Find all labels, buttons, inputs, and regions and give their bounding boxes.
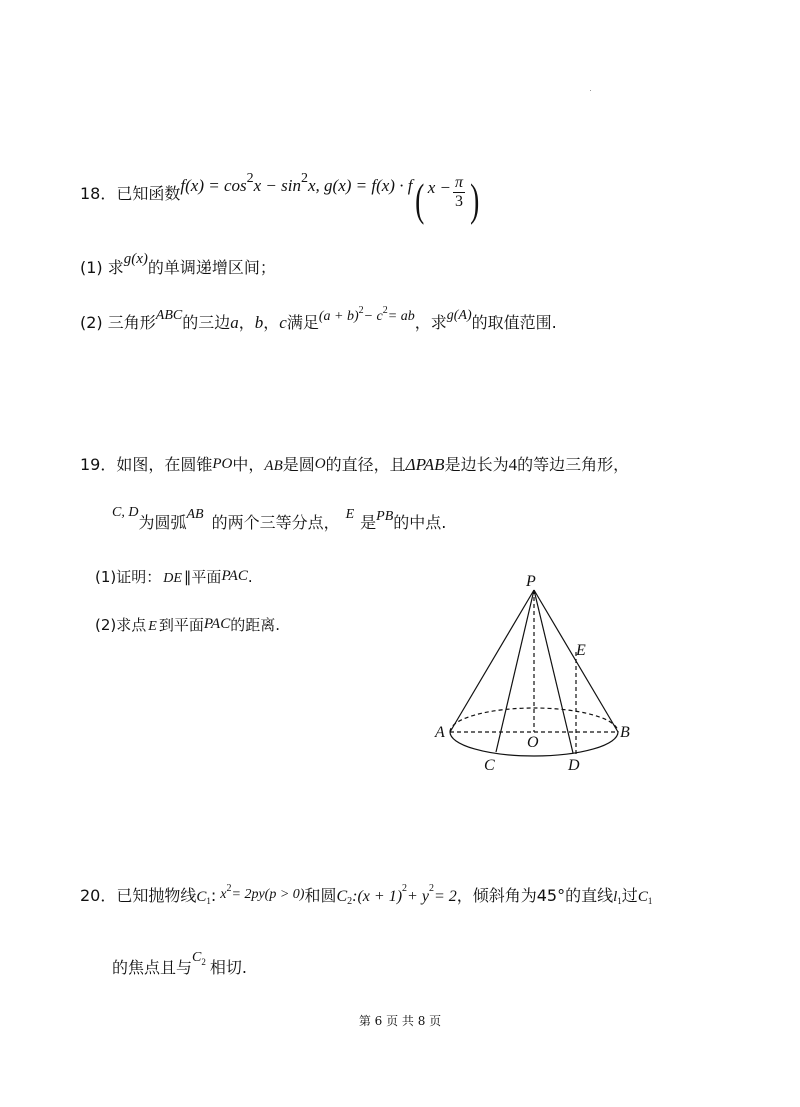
q19-p1-label: (1)证明： [95,568,162,586]
q18-p2-text2: 满足 [286,313,319,332]
q18-formula-a: f(x) = cos [180,176,247,195]
q20-eq1-rest: = 2py(p > 0) [231,887,305,902]
q18-p2-label: (2) 三角形 [80,313,156,332]
q18-formula-b: x − sin [253,176,301,195]
q19-t3: 是圆 [282,455,315,474]
q18-p2-eq3: = ab [387,309,415,324]
q19-four: 4 [508,455,518,474]
q19-line2 [112,505,447,533]
q18-formula-c: x, g(x) = f(x) · f [307,176,413,195]
q18-p2-comma2: ， [263,313,280,332]
q19-p2-end: 的距离. [230,616,281,634]
q18-p1-text: 的单调递增区间； [147,258,276,277]
q19-t5: 是边长为 [444,455,509,474]
q20-t4: 的直线 [565,886,614,905]
q18-p2-comma1: ， [238,313,255,332]
q19-p2-text: 到平面 [158,616,204,634]
q20-colon: : [210,886,217,905]
q19-t7: 为圆弧 [138,513,187,532]
q18-p2-text4: 的取值范围. [471,313,557,332]
q19-e: E [345,507,355,522]
q20-line2-t1: 的焦点且与 [112,958,193,977]
q18-line [80,170,482,225]
q19-cd: C, D [112,505,139,520]
q18-pi-fraction [453,174,465,211]
q20-angle: 45° [536,886,566,905]
q20-line2-c2: C [192,950,202,965]
q20-c2-sub: 2 [347,896,353,907]
q20-line2-c2-sub: 2 [201,957,206,967]
q18-p2-eq-sup2: 2 [382,305,388,316]
q20-c1b-sub: 1 [647,896,653,906]
q20-eq2-sup2: 2 [428,883,434,894]
q20-line2 [112,950,247,978]
label-A: A [435,724,445,741]
q18-sup: 2 [246,171,254,186]
edge-PC [496,590,534,752]
q18-p2-gA: g(A) [446,308,472,323]
q19-t10: 的中点. [393,513,447,532]
q18-p2-eq1: (a + b) [318,309,359,324]
q18-p1-func: g(x) [123,251,148,267]
q20-eq1-sup: 2 [226,883,232,894]
q20-c1b: C [637,889,648,905]
q20-number: 20． [80,886,117,905]
q19-ab: AB [264,458,283,474]
scan-dot [590,90,591,91]
label-B: B [620,724,630,741]
q19-o: O [314,456,326,472]
q19-po: PO [212,456,233,472]
q19-p1-pac: PAC [221,568,248,584]
q20-eq2-rest: + y [407,888,429,905]
q19-line1 [80,452,629,475]
q19-p2-e: E [148,619,157,634]
q18-p2-abc: ABC [155,308,183,323]
q19-tri: ΔPAB [405,455,445,474]
q20-line1 [80,883,652,906]
q19-p2-label: (2)求点 [95,616,147,634]
q19-part1 [95,566,253,587]
q20-t1: 已知抛物线 [116,886,197,905]
q20-c1-sub: 1 [206,896,211,906]
q19-number: 19． [80,455,117,474]
q18-number: 18． [80,183,117,203]
q18-p1-label: (1) 求 [80,258,124,277]
q20-eq2-end: = 2 [433,888,457,905]
q19-p2-pac: PAC [203,616,231,632]
q19-p1-de: DE [163,571,182,586]
q20-l1: l [613,889,618,905]
q18-p2-text3: ，求 [414,313,447,332]
q19-part2 [95,614,280,635]
q18-paren-x: x − [427,178,452,197]
q19-p1-par: ∥平面 [183,568,222,586]
q20-eq1: x [220,887,227,902]
q19-t2: 中， [232,455,265,474]
q18-p2-eq-sup1: 2 [358,305,364,316]
q18-pi: π [455,173,464,191]
q18-three: 3 [455,192,464,210]
label-E: E [576,642,586,659]
q20-eq2: :(x + 1) [352,888,403,905]
q19-pb: PB [376,509,394,524]
q18-p2-text1: 的三边 [182,313,231,332]
q18-intro: 已知函数 [116,183,181,203]
q18-right-paren: ) [470,174,480,225]
q19-t6: 的等边三角形， [517,455,630,474]
label-C: C [484,757,495,774]
q19-ab2: AB [186,507,204,522]
q18-sup-2: 2 [300,171,308,186]
edge-PD [534,590,573,753]
q18-p2-c: c [279,313,287,332]
q18-part1 [80,251,276,278]
q19-t1: 如图，在圆锥 [116,455,213,474]
q19-t9: 是 [360,513,377,532]
q19-t8: 的两个三等分点， [211,513,340,532]
q20-c2: C [336,888,348,905]
q18-p2-a: a [230,313,239,332]
q19-t4: 的直径，且 [325,455,406,474]
q18-left-paren: ( [415,174,425,225]
q20-l1-sub: 1 [617,896,622,906]
label-D: D [568,757,580,774]
q18-p2-b: b [254,313,264,332]
page-footer: 第 6 页 共 8 页 [358,1014,442,1028]
q20-c1: C [196,889,207,905]
q20-t5: 过 [621,886,638,905]
q20-t3: ，倾斜角为 [456,886,537,905]
q19-p1-end: . [247,568,253,586]
q18-p2-eq2: − c [363,309,383,324]
q20-t2: 和圆 [304,886,337,905]
label-P: P [526,573,536,590]
cone-figure [430,570,640,780]
q18-part2 [80,305,557,333]
q20-eq2-sup: 2 [402,883,408,894]
q20-line2-t2: 相切. [209,958,247,977]
label-O: O [527,734,539,751]
